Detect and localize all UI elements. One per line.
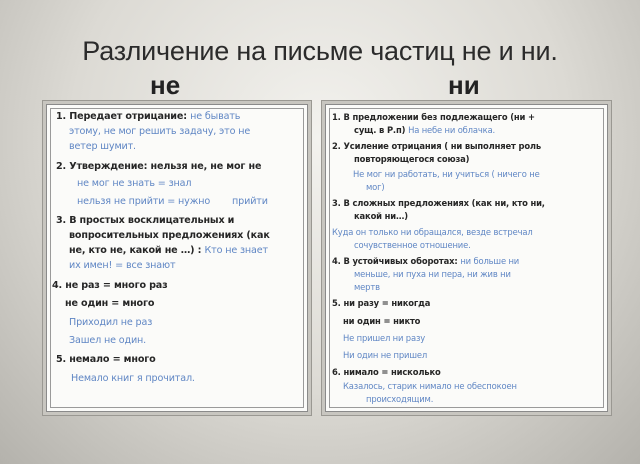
ni-rule-6: 6. нимало = нисколько xyxy=(332,367,441,377)
ne-rule-2-example-b-text: нельзя не прийти = нужно xyxy=(77,196,211,207)
ne-rule-4-example-a: Приходил не раз xyxy=(69,317,153,328)
ne-rule-2: 2. Утверждение: нельзя не, не мог не xyxy=(56,161,262,172)
ni-rule-6-example-a: Казалось, старик нимало не обеспокоен xyxy=(343,381,517,391)
ni-rules-panel xyxy=(325,104,608,412)
ne-rule-1-example-cont: этому, не мог решить задачу, это не xyxy=(69,126,251,137)
header-ne: не xyxy=(150,70,181,100)
ne-rule-1 xyxy=(56,111,240,122)
ne-rule-5-example: Немало книг я прочитал. xyxy=(71,373,195,384)
ne-rule-5: 5. немало = много xyxy=(56,354,156,365)
ni-rule-3-example-a: Куда он только ни обращался, везде встречал xyxy=(332,227,533,237)
ni-rule-2-example-b: мог) xyxy=(366,182,385,192)
ni-rule-2-b: повторяющегося союза) xyxy=(354,154,470,164)
ne-rule-3-example-a: Кто не знает xyxy=(204,245,268,256)
ne-rule-1-text: 1. Передает отрицание: xyxy=(56,111,187,122)
ne-rule-4-example-b: Зашел не один. xyxy=(69,335,147,346)
ne-rule-4: 4. не раз = много раз xyxy=(52,280,168,291)
ni-rule-3-a: 3. В сложных предложениях (как ни, кто ни, xyxy=(332,198,545,208)
ni-rule-2-example-a: Не мог ни работать, ни учиться ( ничего не xyxy=(353,169,540,179)
ne-rule-3-c-text: не, кто не, какой не …) : xyxy=(69,245,202,256)
ni-rule-5-b: ни один = никто xyxy=(343,316,421,326)
ne-rule-2-example-a: не мог не знать = знал xyxy=(77,178,192,189)
ni-rule-5: 5. ни разу = никогда xyxy=(332,298,431,308)
ne-rule-1-example: не бывать xyxy=(190,111,241,122)
ni-rule-1-b-text: сущ. в Р.п) xyxy=(354,125,406,135)
ni-rule-3-b: какой ни…) xyxy=(354,211,408,221)
ni-rule-3-example-b: сочувственное отношение. xyxy=(354,240,471,250)
ne-rule-3-example-b: их имен! = все знают xyxy=(69,260,176,271)
ni-rule-1-example: На небе ни облачка. xyxy=(408,125,496,135)
ni-rule-5-example-a: Не пришел ни разу xyxy=(343,333,426,343)
ne-rule-3-a: 3. В простых восклицательных и xyxy=(56,215,235,226)
ni-rule-4-example-a: ни больше ни xyxy=(460,256,520,266)
ni-rule-4 xyxy=(332,256,519,266)
ne-rules-panel xyxy=(46,104,308,412)
page-title: Различение на письме частиц не и ни. xyxy=(82,36,558,66)
ne-rule-4-b: не один = много xyxy=(65,298,155,309)
ne-rule-3-c xyxy=(69,245,268,256)
ne-rule-2-example-b xyxy=(77,196,268,207)
ne-rule-1-example-end: ветер шумит. xyxy=(69,141,136,152)
ni-rule-4-example-b: меньше, ни пуха ни пера, ни жив ни xyxy=(354,269,511,279)
ni-rule-1-a: 1. В предложении без подлежащего (ни + xyxy=(332,112,535,122)
ni-rule-4-example-c: мертв xyxy=(354,282,380,292)
header-ni: ни xyxy=(448,70,480,100)
ni-rule-4-text: 4. В устойчивых оборотах: xyxy=(332,256,458,266)
ni-rule-1-b xyxy=(354,125,495,135)
ni-rule-2-a: 2. Усиление отрицания ( ни выполняет роль xyxy=(332,141,542,151)
ni-rule-5-example-b: Ни один не пришел xyxy=(343,350,428,360)
ni-rule-6-example-b: происходящим. xyxy=(366,394,434,404)
ne-rule-2-example-b-end: прийти xyxy=(232,196,268,207)
ne-rule-3-b: вопросительных предложениях (как xyxy=(69,230,270,241)
